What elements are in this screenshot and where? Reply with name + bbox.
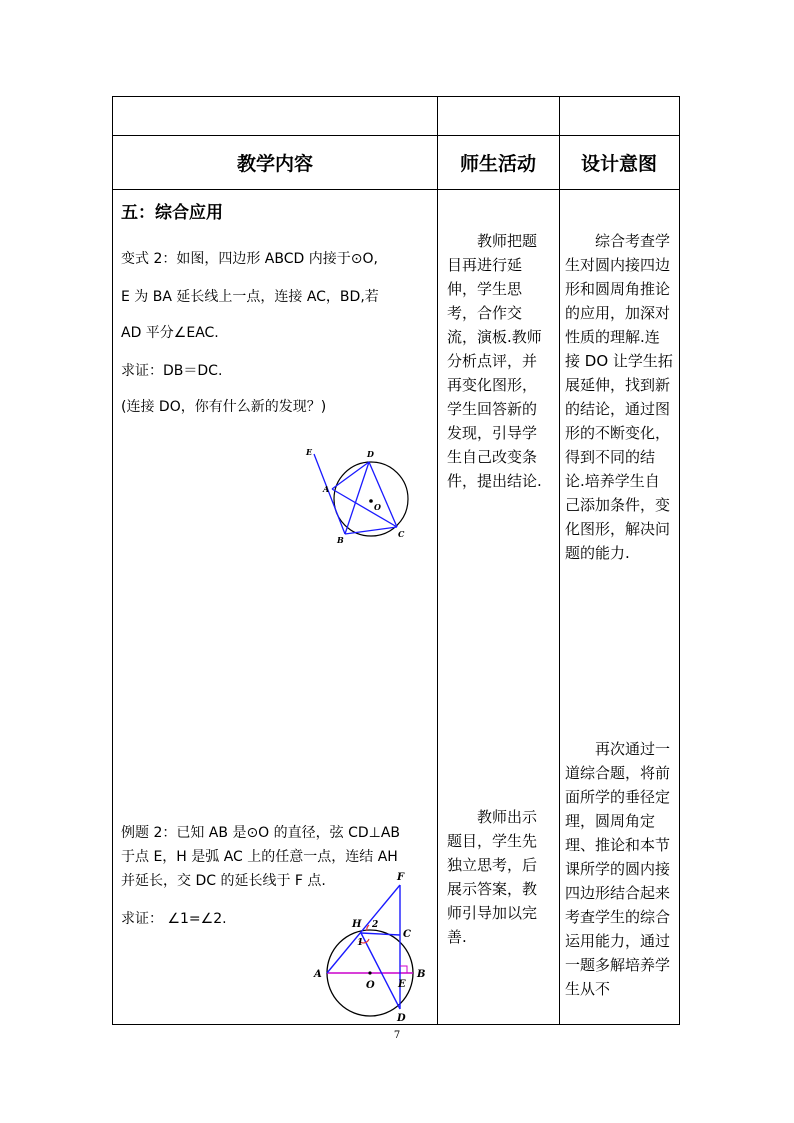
fig2-label-F: F: [397, 872, 405, 883]
fig2-label-A: A: [314, 969, 322, 980]
fig1-label-B: B: [337, 535, 344, 545]
example-prove: 求证： ∠1=∠2.: [121, 911, 227, 927]
fig1-label-C: C: [398, 529, 405, 539]
fig2-label-2: 2: [372, 920, 379, 930]
example-line-1: 例题 2：已知 AB 是⊙O 的直径，弦 CD⊥AB: [121, 825, 401, 841]
example-line-3: 并延长，交 DC 的延长线于 F 点.: [121, 873, 326, 889]
header-design-intent: 设计意图: [580, 152, 657, 175]
column-divider-1: [437, 97, 438, 1024]
page-number: 7: [393, 1030, 401, 1041]
variant-hint: (连接 DO，你有什么新的发现？): [121, 399, 327, 415]
variant-line-1: 变式 2：如图，四边形 ABCD 内接于⊙O,: [121, 251, 378, 267]
intent-variant: 综合考查学生对圆内接四边形和圆周角推论的应用，加深对性质的理解.连接 DO 让学生拓展延伸，找到新的结论，通过图形的不断变化，得到不同的结论.培养学生自己添加条件，变化图形，解决问题的能力.: [565, 232, 673, 562]
fig2-label-C: C: [403, 929, 411, 940]
example-line-2: 于点 E，H 是弧 AC 上的任意一点，连结 AH: [121, 849, 398, 865]
fig1-label-E: E: [306, 447, 313, 457]
fig2-label-O: O: [366, 980, 375, 991]
section-title: 五：综合应用: [121, 203, 223, 223]
fig1-label-A: A: [323, 484, 330, 494]
fig2-label-D: D: [397, 1013, 406, 1024]
fig2-label-H: H: [352, 919, 362, 930]
lesson-table: [112, 96, 680, 1025]
fig2-label-1: 1: [357, 938, 364, 948]
variant-prove: 求证：DB＝DC.: [121, 363, 223, 379]
fig1-label-O: O: [374, 502, 381, 512]
activity-example: 教师出示题目，学生先独立思考，后展示答案，教师引导加以完善.: [447, 808, 538, 946]
header-teaching-content: 教学内容: [236, 152, 313, 175]
figure-cyclic-quadrilateral: [301, 443, 417, 545]
variant-line-3: AD 平分∠EAC.: [121, 325, 219, 341]
figure-circle-diameter: [309, 869, 437, 1025]
fig2-label-E: E: [398, 979, 406, 990]
row-divider-header: [113, 189, 679, 190]
column-divider-2: [559, 97, 560, 1024]
header-activities: 师生活动: [459, 152, 536, 175]
fig1-label-D: D: [367, 449, 374, 459]
fig2-label-B: B: [417, 969, 426, 980]
intent-example: 再次通过一道综合题，将前面所学的垂径定理，圆周角定理、推论和本节课所学的圆内接四边形结合起来考查学生的综合运用能力，通过一题多解培养学生从不: [565, 740, 671, 998]
activity-variant: 教师把题目再进行延伸，学生思考，合作交流，演板.教师分析点评，并再变化图形，学生回答新的发现，引导学生自己改变条件，提出结论.: [447, 232, 542, 490]
variant-line-2: E 为 BA 延长线上一点，连接 AC，BD,若: [121, 289, 379, 305]
